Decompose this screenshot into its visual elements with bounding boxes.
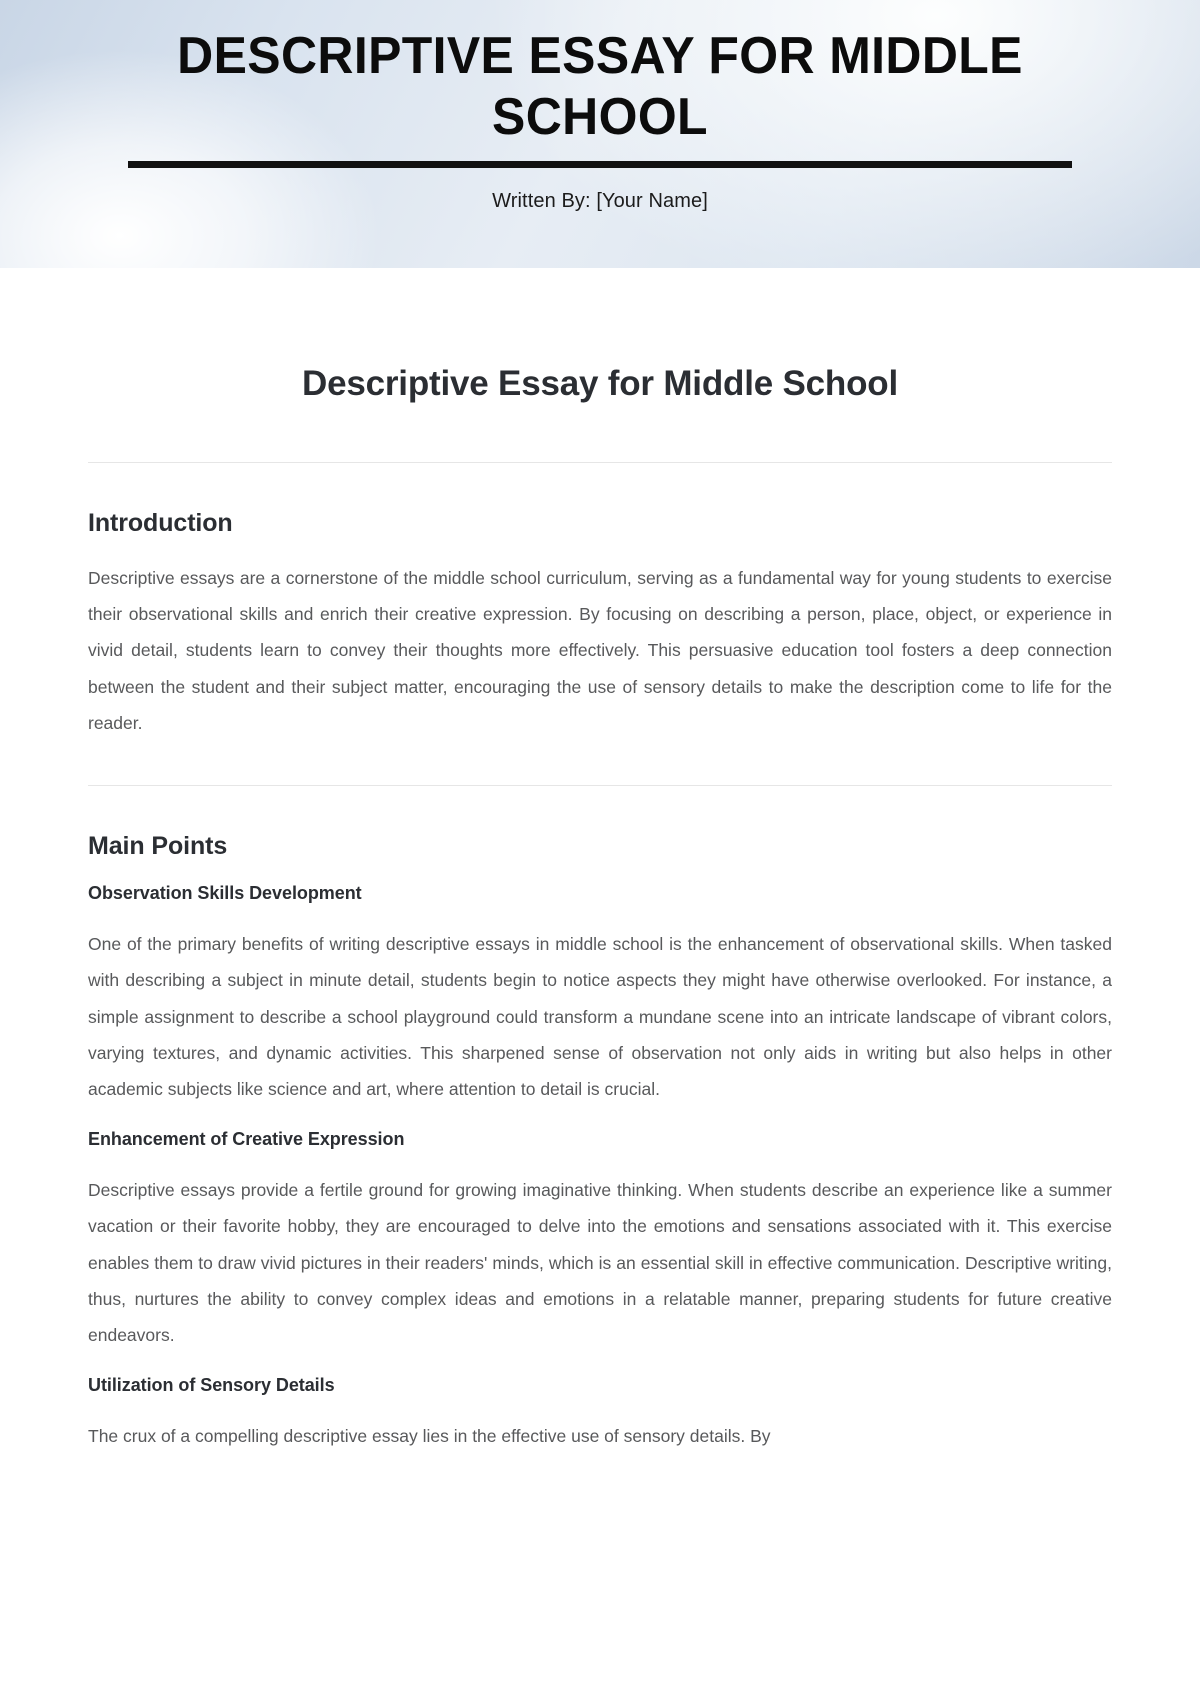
subheading-utilization-of-sensory-details: Utilization of Sensory Details: [88, 1375, 335, 1396]
paragraph-enhancement-of-creative-expression: Descriptive essays provide a fertile ground for growing imaginative thinking. When students describe an experience like a summer vacation or their favorite hobby, they are encouraged to delve into the emotions and sensations associated with it. This exercise enables them to draw vivid pictures in their readers' minds, which is an essential skill in effective communication. Descriptive writing, thus, nurtures the ability to convey complex ideas and emotions in a relatable manner, preparing students for future creative endeavors.: [88, 1180, 1112, 1346]
cover-inner: [128, 26, 1072, 213]
page-title: Descriptive Essay for Middle School: [302, 364, 898, 403]
cover-title: DESCRIPTIVE ESSAY FOR MIDDLE SCHOOL: [177, 27, 1023, 147]
paragraph-observation-skills-development: One of the primary benefits of writing descriptive essays in middle school is the enhancement of observational skills. When tasked with describing a subject in minute detail, students begin to notice aspects they might have otherwise overlooked. For instance, a simple assignment to describe a school playground could transform a mundane scene into an intricate landscape of vibrant colors, varying textures, and dynamic activities. This sharpened sense of observation not only aids in writing but also helps in other academic subjects like science and art, where attention to detail is crucial.: [88, 934, 1112, 1099]
document-body: [0, 268, 1200, 1495]
paragraph-utilization-of-sensory-details: The crux of a compelling descriptive essay lies in the effective use of sensory details. By: [88, 1426, 771, 1447]
section-heading-main-points: Main Points: [88, 832, 228, 861]
section-heading-introduction: Introduction: [88, 509, 233, 537]
subheading-observation-skills-development: Observation Skills Development: [88, 883, 362, 904]
cover-title-rule: [128, 161, 1072, 168]
cover-banner: [0, 0, 1200, 268]
paragraph-introduction: Descriptive essays are a cornerstone of the middle school curriculum, serving as a fundamental way for young students to exercise their observational skills and enrich their creative expression. By focusing on describing a person, place, object, or experience in vivid detail, students learn to convey their thoughts more effectively. This persuasive education tool fosters a deep connection between the student and their subject matter, encouraging the use of sensory details to make the description come to life for the reader.: [88, 568, 1112, 733]
subheading-enhancement-of-creative-expression: Enhancement of Creative Expression: [88, 1129, 405, 1150]
cover-byline: Written By: [Your Name]: [492, 189, 708, 212]
section-main-points: [88, 786, 1112, 1454]
spacer-after-introduction: [88, 741, 1112, 785]
section-introduction: [88, 463, 1112, 741]
